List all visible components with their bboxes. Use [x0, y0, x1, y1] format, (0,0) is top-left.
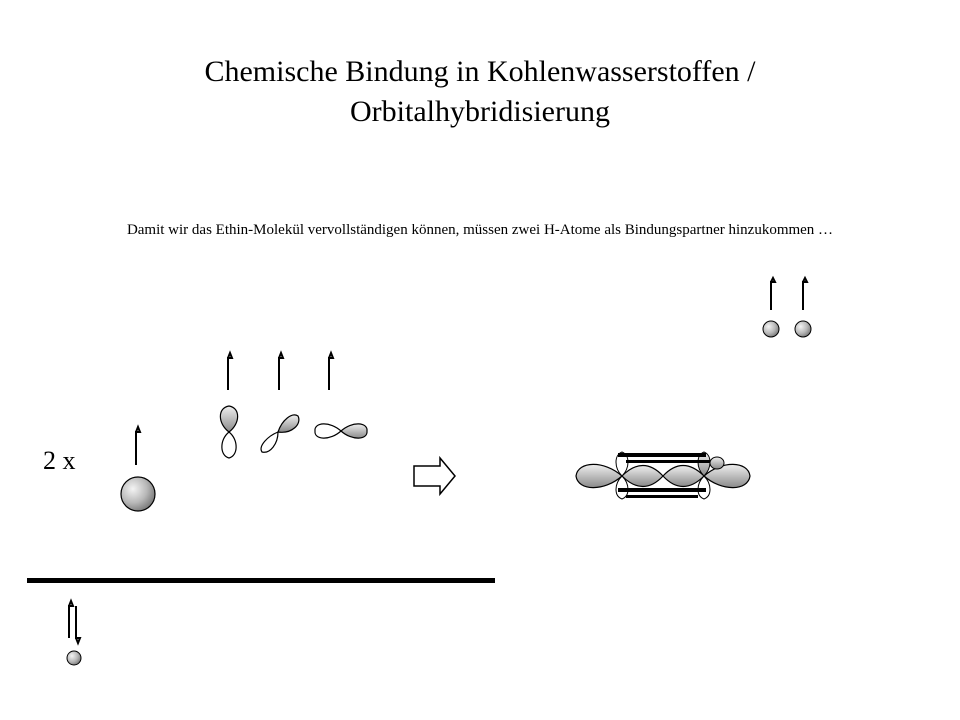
- electron-spin-up-icon: [228, 353, 232, 390]
- p-orbital-vertical: [220, 406, 237, 458]
- inner-s-orbital: [67, 651, 81, 665]
- hydrogen-atom-right: [795, 278, 811, 337]
- ethyne-fragment: [576, 452, 750, 499]
- electron-spin-pair-icon: [69, 601, 80, 643]
- electron-spin-up-icon: [803, 278, 807, 310]
- electron-spin-up-icon: [771, 278, 775, 310]
- explanation-text: Damit wir das Ethin-Molekül vervollständigen können, müssen zwei H-Atome als Bindungspartner hinzukommen …: [126, 222, 834, 238]
- p-orbital-spins: [228, 353, 333, 390]
- electron-spin-up-icon: [279, 353, 283, 390]
- s-orbital-sphere: [121, 477, 155, 511]
- p-orbital-horizontal: [315, 424, 367, 438]
- energy-level-line: [27, 578, 495, 583]
- p-orbital-diagonal: [261, 415, 299, 452]
- title-line-2: Orbitalhybridisierung: [350, 95, 610, 128]
- title-line-1: Chemische Bindung in Kohlenwasserstoffen /: [204, 55, 756, 88]
- electron-spin-up-icon: [136, 427, 140, 465]
- hollow-right-arrow-icon: [414, 458, 455, 494]
- electron-spin-up-icon: [329, 353, 333, 390]
- hydrogen-atom-left: [763, 278, 779, 337]
- multiplier-label: 2 x: [43, 446, 76, 475]
